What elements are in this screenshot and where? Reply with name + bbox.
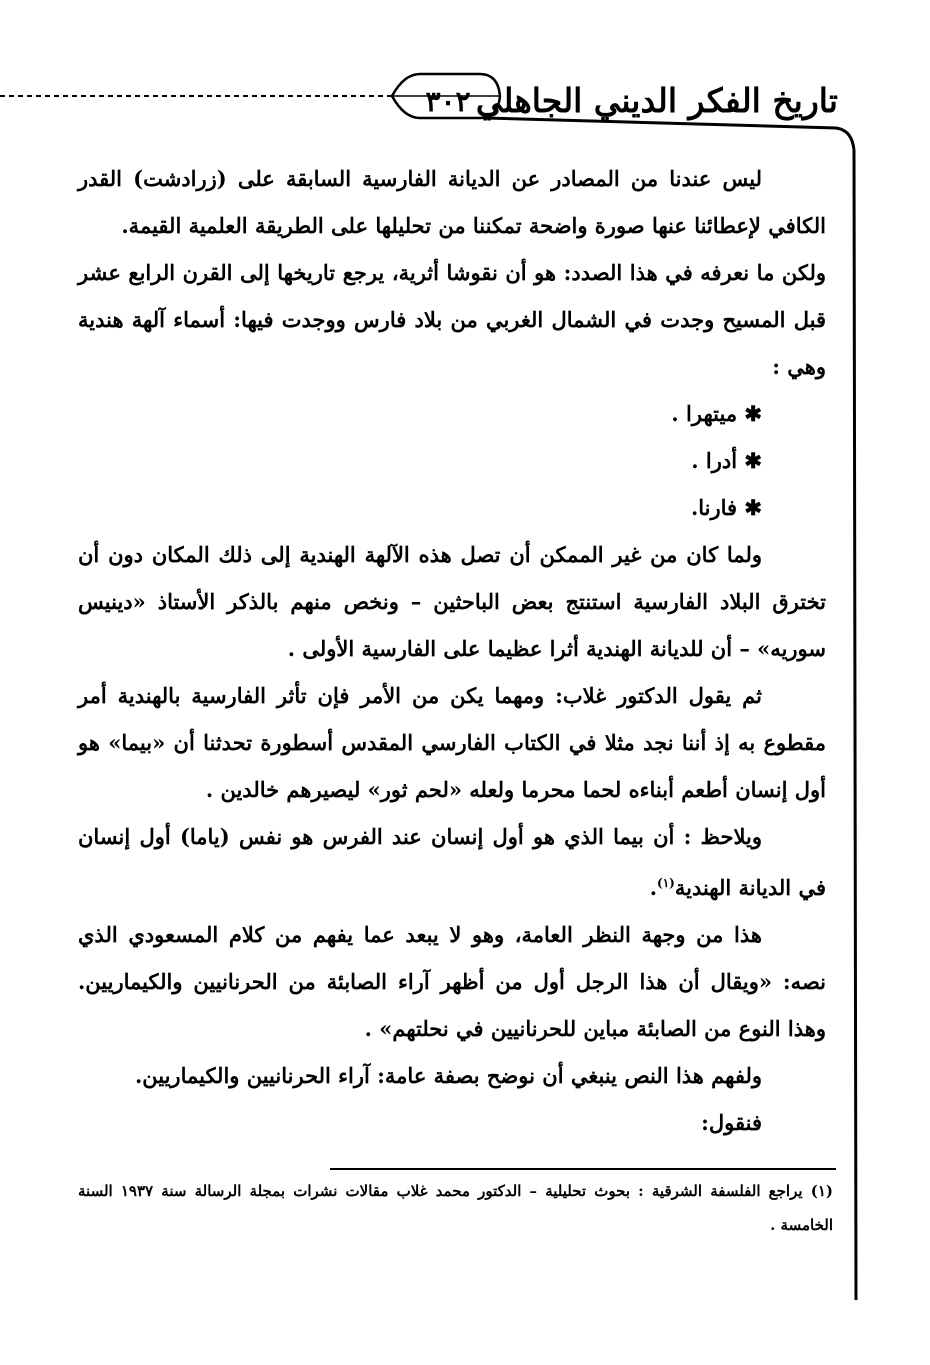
paragraph-7: ولفهم هذا النص ينبغي أن نوضح بصفة عامة: آراء الحرنانيين والكيماريين. (134, 1063, 762, 1088)
paragraph-5-text: ويلاحظ : أن بيما الذي هو أول إنسان عند الفرس هو نفس (ياما) أول إنسان في الديانة الهندية (78, 824, 826, 900)
list-item (78, 437, 826, 484)
footnote-divider (330, 1168, 836, 1170)
asterisk-icon: ✱ (737, 401, 762, 426)
list-item-label: ميتهرا . (671, 401, 738, 426)
paragraph-3: ولما كان من غير الممكن أن تصل هذه الآلهة الهندية إلى ذلك المكان دون أن تخترق البلاد الفارسية استنتج بعض الباحثين – ونخص منهم بالذكر الأستاذ «دينيس سوريه» – أن للديانة الهندية أثرا عظيما على الفارسية الأولى . (78, 542, 826, 661)
paragraph-6: هذا من وجهة النظر العامة، وهو لا يبعد عما يفهم من كلام المسعودي الذي نصه: «ويقال أن هذا الرجل أول من أظهر آراء الصابئة من الحرنانيين والكيماريين. وهذا النوع من الصابئة مباين للحرنانيين في نحلتهم» . (78, 922, 826, 1041)
list-item (78, 390, 826, 437)
list-item-label: أدرا . (691, 448, 738, 473)
paragraph-2: ولكن ما نعرفه في هذا الصدد: هو أن نقوشا أثرية، يرجع تاريخها إلى القرن الرابع عشر قبل المسيح وجدت في الشمال الغربي من بلاد فارس ووجدت فيها: أسماء آلهة هندية وهي : (78, 260, 826, 379)
list-item-label: فارنا. (690, 495, 738, 520)
paragraph-5-end: . (649, 875, 658, 900)
paragraph-4: ثم يقول الدكتور غلاب: ومهما يكن من الأمر فإن تأثر الفارسية بالهندية أمر مقطوع به إذ أننا نجد مثلا في الكتاب الفارسي المقدس أسطورة تحدثنا أن «بيما» هو أول إنسان أطعم أبناءه لحما محرما ولعله «لحم ثور» ليصيرهم خالدين . (78, 683, 826, 802)
paragraph-5 (78, 813, 826, 911)
asterisk-icon: ✱ (737, 495, 762, 520)
paragraph-8: فنقول: (701, 1110, 762, 1135)
page-title: تاريخ الفكر الديني الجاهلي (475, 81, 838, 120)
asterisk-icon: ✱ (737, 448, 762, 473)
paragraph-1: ليس عندنا من المصادر عن الديانة الفارسية السابقة على (زرادشت) القدر الكافي لإعطائنا عنها صورة واضحة تمكننا من تحليلها على الطريقة العلمية القيمة. (78, 166, 826, 238)
page-number: ٣٠٢ (425, 85, 471, 118)
footnote-ref: (١) (657, 876, 675, 890)
list-item (78, 484, 826, 531)
body-text (78, 155, 826, 1146)
footnote: (١) يراجع الفلسفة الشرقية : بحوث تحليلية – الدكتور محمد غلاب مقالات نشرات بمجلة الرسالة سنة ١٩٣٧ السنة الخامسة . (78, 1182, 833, 1234)
